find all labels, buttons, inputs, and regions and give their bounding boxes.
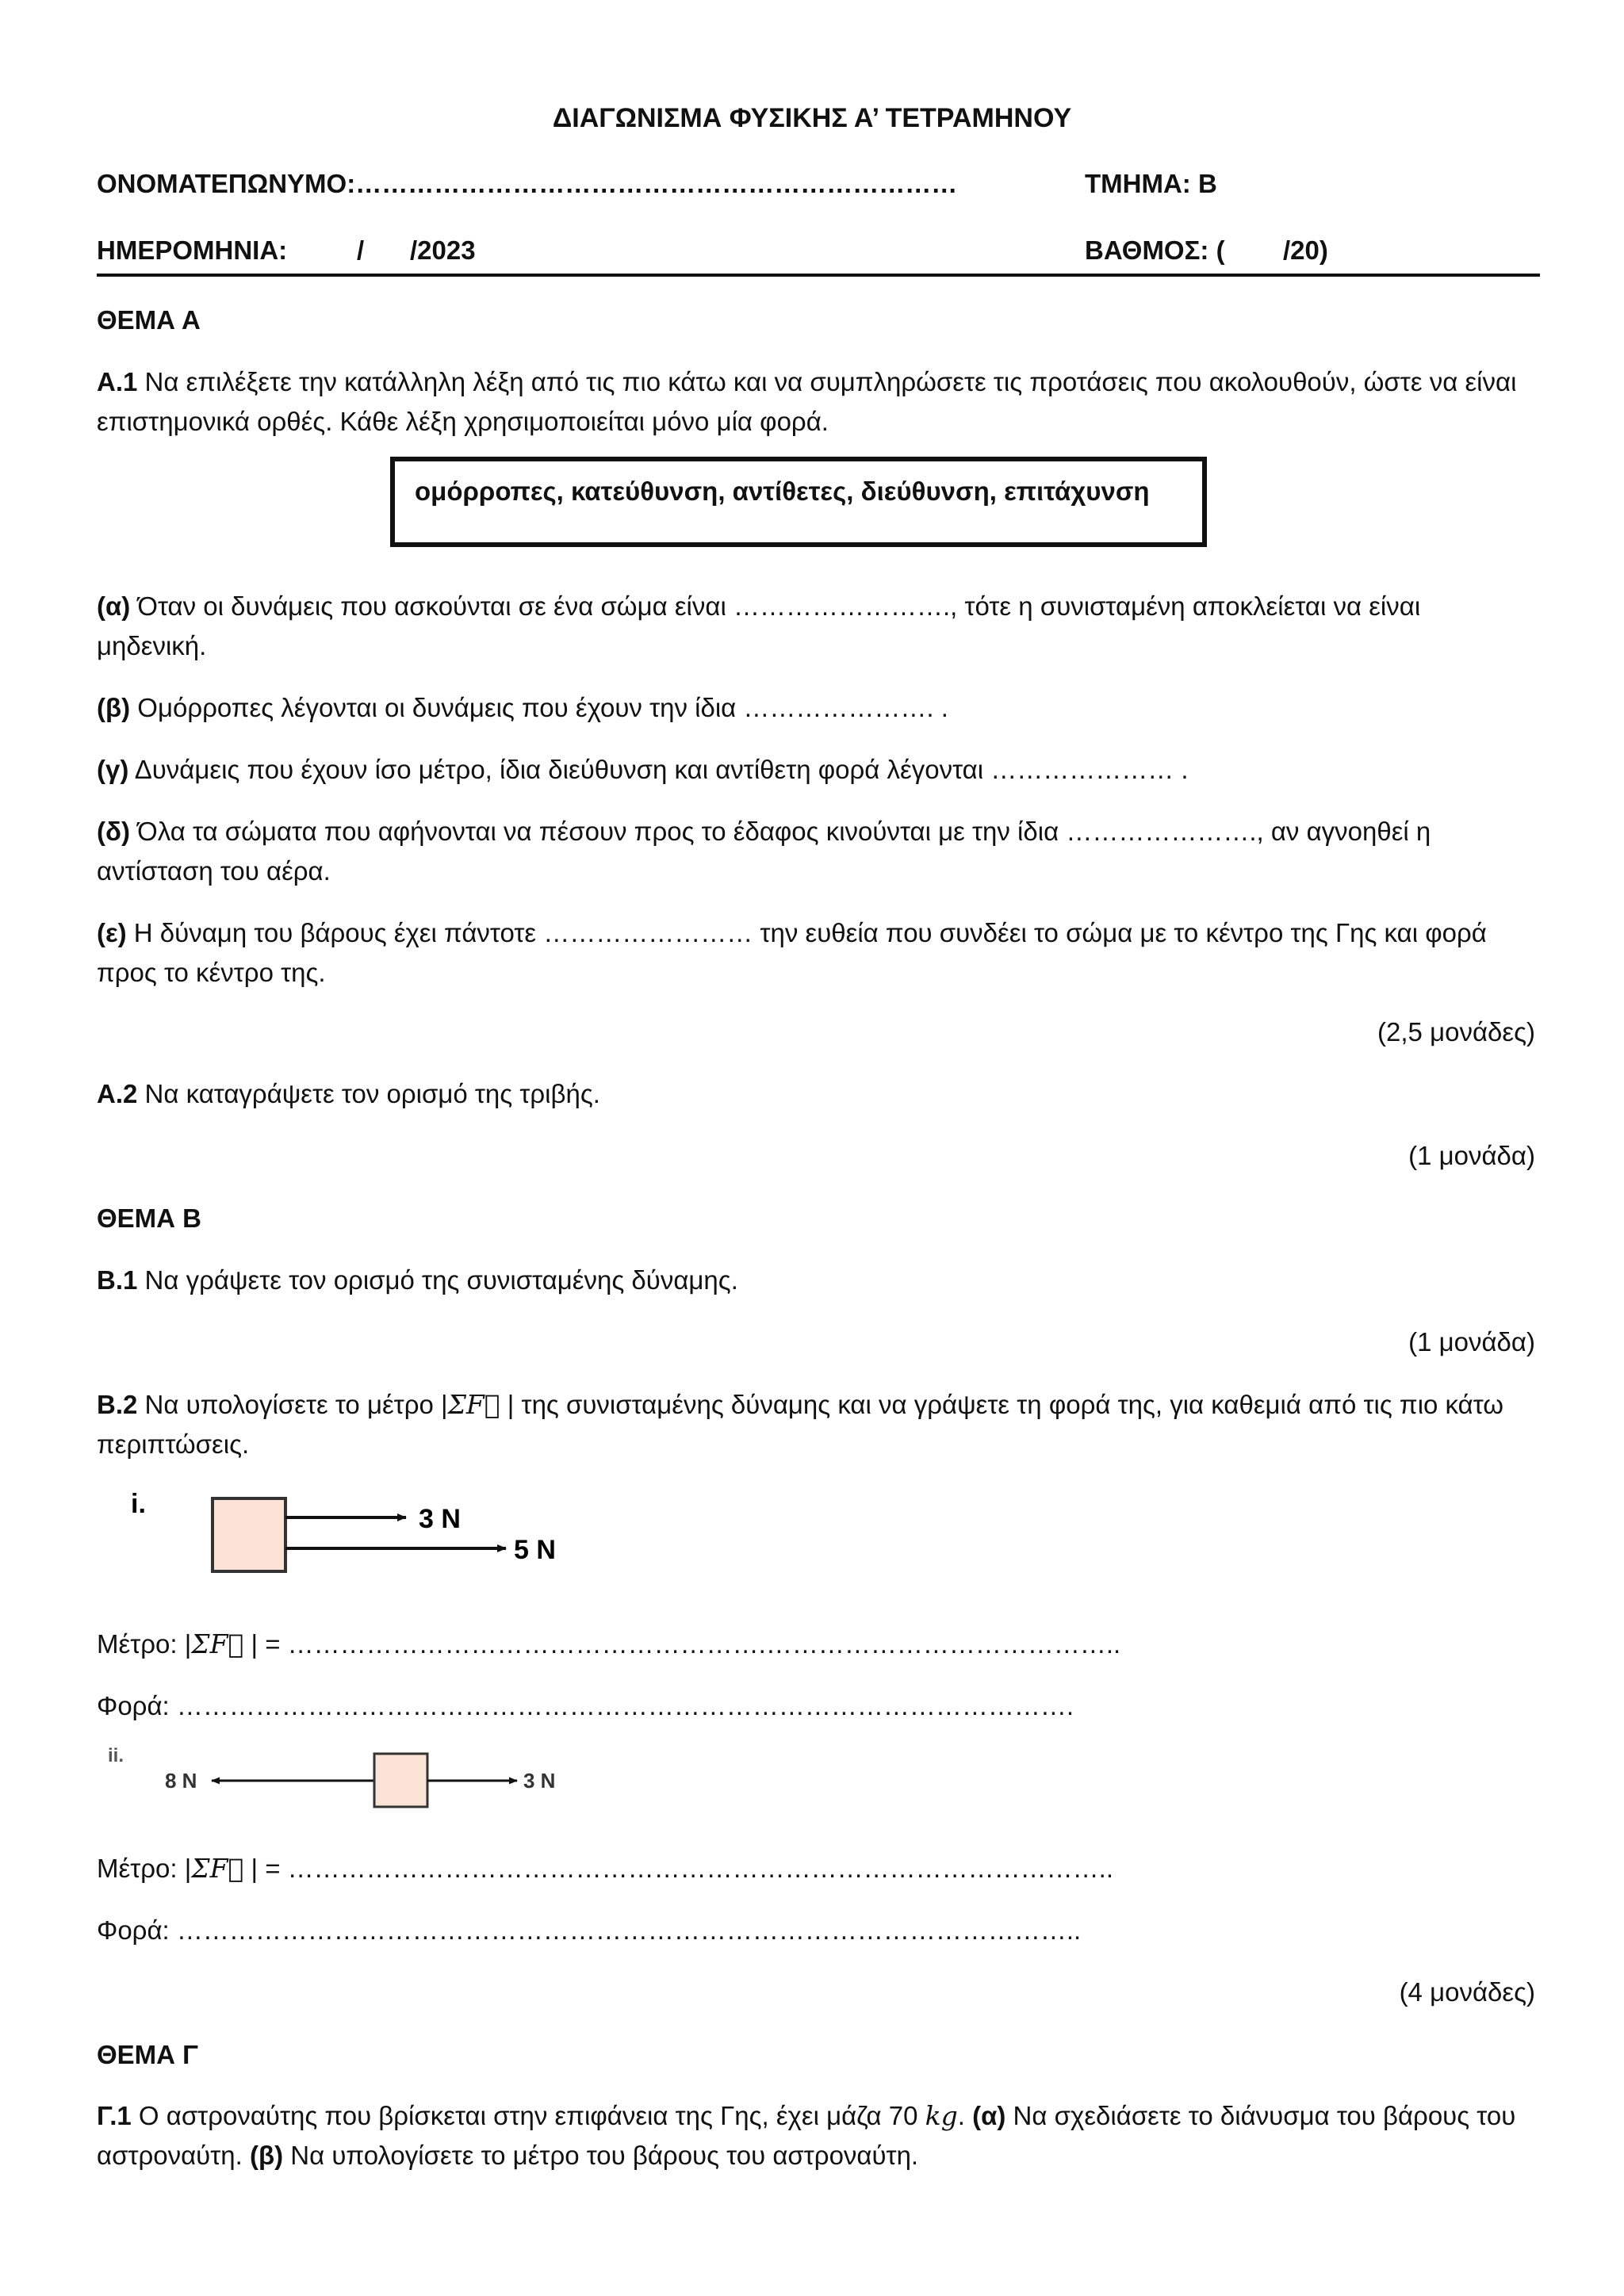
subquestion-a-text: Να σχεδιάσετε το διάνυσμα του βάρους του αστροναύτη.: [97, 2101, 1516, 2170]
question-text: Να επιλέξετε την κατάλληλη λέξη από τις πιο κάτω και να συμπληρώσετε τις προτάσεις που ακολουθούν, ώστε να είναι επιστημονικά ορθές. Κάθε λέξη χρησιμοποιείται μόνο μία φορά.: [97, 367, 1517, 436]
item-a: [97, 587, 1536, 666]
magnitude-blank: | = …………………………………………………………………………………..: [243, 1854, 1114, 1883]
item-label: (α): [97, 591, 131, 621]
question-text-cont: | της συνισταμένης δύναμης και να γράψετε τη φορά της, για καθεμιά από τις πιο κάτω περιπτώσεις.: [97, 1390, 1504, 1459]
date-separator: /: [357, 235, 365, 265]
block-body: [374, 1754, 427, 1807]
direction-line-ii: Φορά: …………………………………………………………………………………………..: [97, 1915, 1082, 1945]
item-c: [97, 750, 1536, 790]
subquestion-b-label: (β): [249, 2141, 284, 2170]
case-ii-label: ii.: [108, 1745, 124, 1766]
class-label: ΤΜΗΜΑ: Β: [1085, 169, 1217, 198]
section-a-heading: ΘΕΜΑ Α: [97, 305, 201, 335]
item-label: (γ): [97, 755, 129, 784]
section-b-heading: ΘΕΜΑ Β: [97, 1203, 201, 1233]
b2-points: (4 μονάδες): [1399, 1977, 1535, 2007]
question-text: Να καταγράψετε τον ορισμό της τριβής.: [137, 1079, 600, 1108]
date-label: ΗΜΕΡΟΜΗΝΙΑ:: [97, 235, 288, 265]
b1-points: (1 μονάδα): [1408, 1327, 1535, 1357]
question-g1: [97, 2096, 1536, 2175]
question-text: .: [957, 2101, 973, 2130]
magnitude-line-ii: [97, 1849, 1113, 1888]
question-number: Α.2: [97, 1079, 138, 1108]
question-text: Να γράψετε τον ορισμό της συνισταμένης δύναμης.: [137, 1265, 738, 1295]
item-e: [97, 913, 1536, 993]
question-b1: [97, 1261, 738, 1300]
exam-title: ΔΙΑΓΩΝΙΣΜΑ ΦΥΣΙΚΗΣ Α’ ΤΕΤΡΑΜΗΝΟΥ: [552, 103, 1072, 133]
direction-line-i: Φορά: ………………………………………………………………………………………….: [97, 1691, 1074, 1720]
force-label-5n: 5 N: [514, 1535, 556, 1565]
question-text: Να υπολογίσετε το μέτρο |: [137, 1390, 448, 1419]
date-year: /2023: [410, 235, 476, 265]
header-rule: [97, 274, 1540, 277]
item-text: Όλα τα σώματα που αφήνονται να πέσουν προς το έδαφος κινούνται με την ίδια …………………., αν αγνοηθεί η αντίσταση του αέρα.: [97, 817, 1431, 886]
a2-points: (1 μονάδα): [1408, 1141, 1535, 1170]
force-label-8n: 8 N: [165, 1769, 197, 1793]
case-i-label: i.: [131, 1490, 146, 1519]
magnitude-prefix: Μέτρο: |: [97, 1629, 192, 1659]
question-b2: [97, 1385, 1536, 1464]
question-number: Β.2: [97, 1390, 138, 1419]
question-number: Β.1: [97, 1265, 138, 1295]
word-box-text: ομόρροπες, κατεύθυνση, αντίθετες, διεύθυνση, επιτάχυνση: [415, 476, 1150, 506]
item-text: Δυνάμεις που έχουν ίσο μέτρο, ίδια διεύθυνση και αντίθετη φορά λέγονται ………………… .: [128, 755, 1189, 784]
subquestion-b-text: Να υπολογίσετε το μέτρο του βάρους του αστροναύτη.: [283, 2141, 919, 2170]
sum-force-symbol: ΣF⃗: [191, 1628, 244, 1659]
name-field-label: ΟΝΟΜΑΤΕΠΩΝΥΜΟ:……………………………………………………………: [97, 169, 958, 198]
item-b: [97, 688, 1536, 728]
question-a1: [97, 362, 1536, 442]
a1-points: (2,5 μονάδες): [1377, 1017, 1535, 1047]
block-body: [213, 1498, 285, 1571]
item-label: (ε): [97, 918, 127, 947]
sum-force-symbol: ΣF⃗: [447, 1389, 500, 1420]
sum-force-symbol: ΣF⃗: [191, 1853, 244, 1884]
diagram-case-i: [119, 1490, 595, 1578]
force-label-3n: 3 N: [523, 1769, 556, 1793]
subquestion-a-label: (α): [972, 2101, 1006, 2130]
magnitude-prefix: Μέτρο: |: [97, 1854, 192, 1883]
section-g-heading: ΘΕΜΑ Γ: [97, 2040, 199, 2069]
question-text: Ο αστροναύτης που βρίσκεται στην επιφάνεια της Γης, έχει μάζα 70: [131, 2101, 925, 2130]
item-text: Ομόρροπες λέγονται οι δυνάμεις που έχουν την ίδια …………………. .: [130, 693, 948, 722]
question-number: Γ.1: [97, 2101, 132, 2130]
grade-total: /20): [1283, 235, 1328, 265]
item-text: Η δύναμη του βάρους έχει πάντοτε …………………… την ευθεία που συνδέει το σώμα με το κέντρο της Γης και φορά προς το κέντρο της.: [97, 918, 1487, 987]
grade-label: ΒΑΘΜΟΣ: (: [1085, 235, 1225, 265]
force-label-3n: 3 N: [419, 1504, 461, 1534]
question-number: Α.1: [97, 367, 138, 396]
mass-unit: kg: [925, 2100, 958, 2131]
diagram-case-ii: [103, 1744, 579, 1816]
item-label: (β): [97, 693, 131, 722]
magnitude-blank: | = ……………………………………………….…………………………………..: [243, 1629, 1121, 1659]
item-d: [97, 812, 1536, 891]
item-label: (δ): [97, 817, 130, 846]
question-a2: [97, 1074, 600, 1114]
item-text: Όταν οι δυνάμεις που ασκούνται σε ένα σώμα είναι ……………………., τότε η συνισταμένη αποκλείεται να είναι μηδενική.: [97, 591, 1421, 660]
magnitude-line-i: [97, 1624, 1120, 1664]
